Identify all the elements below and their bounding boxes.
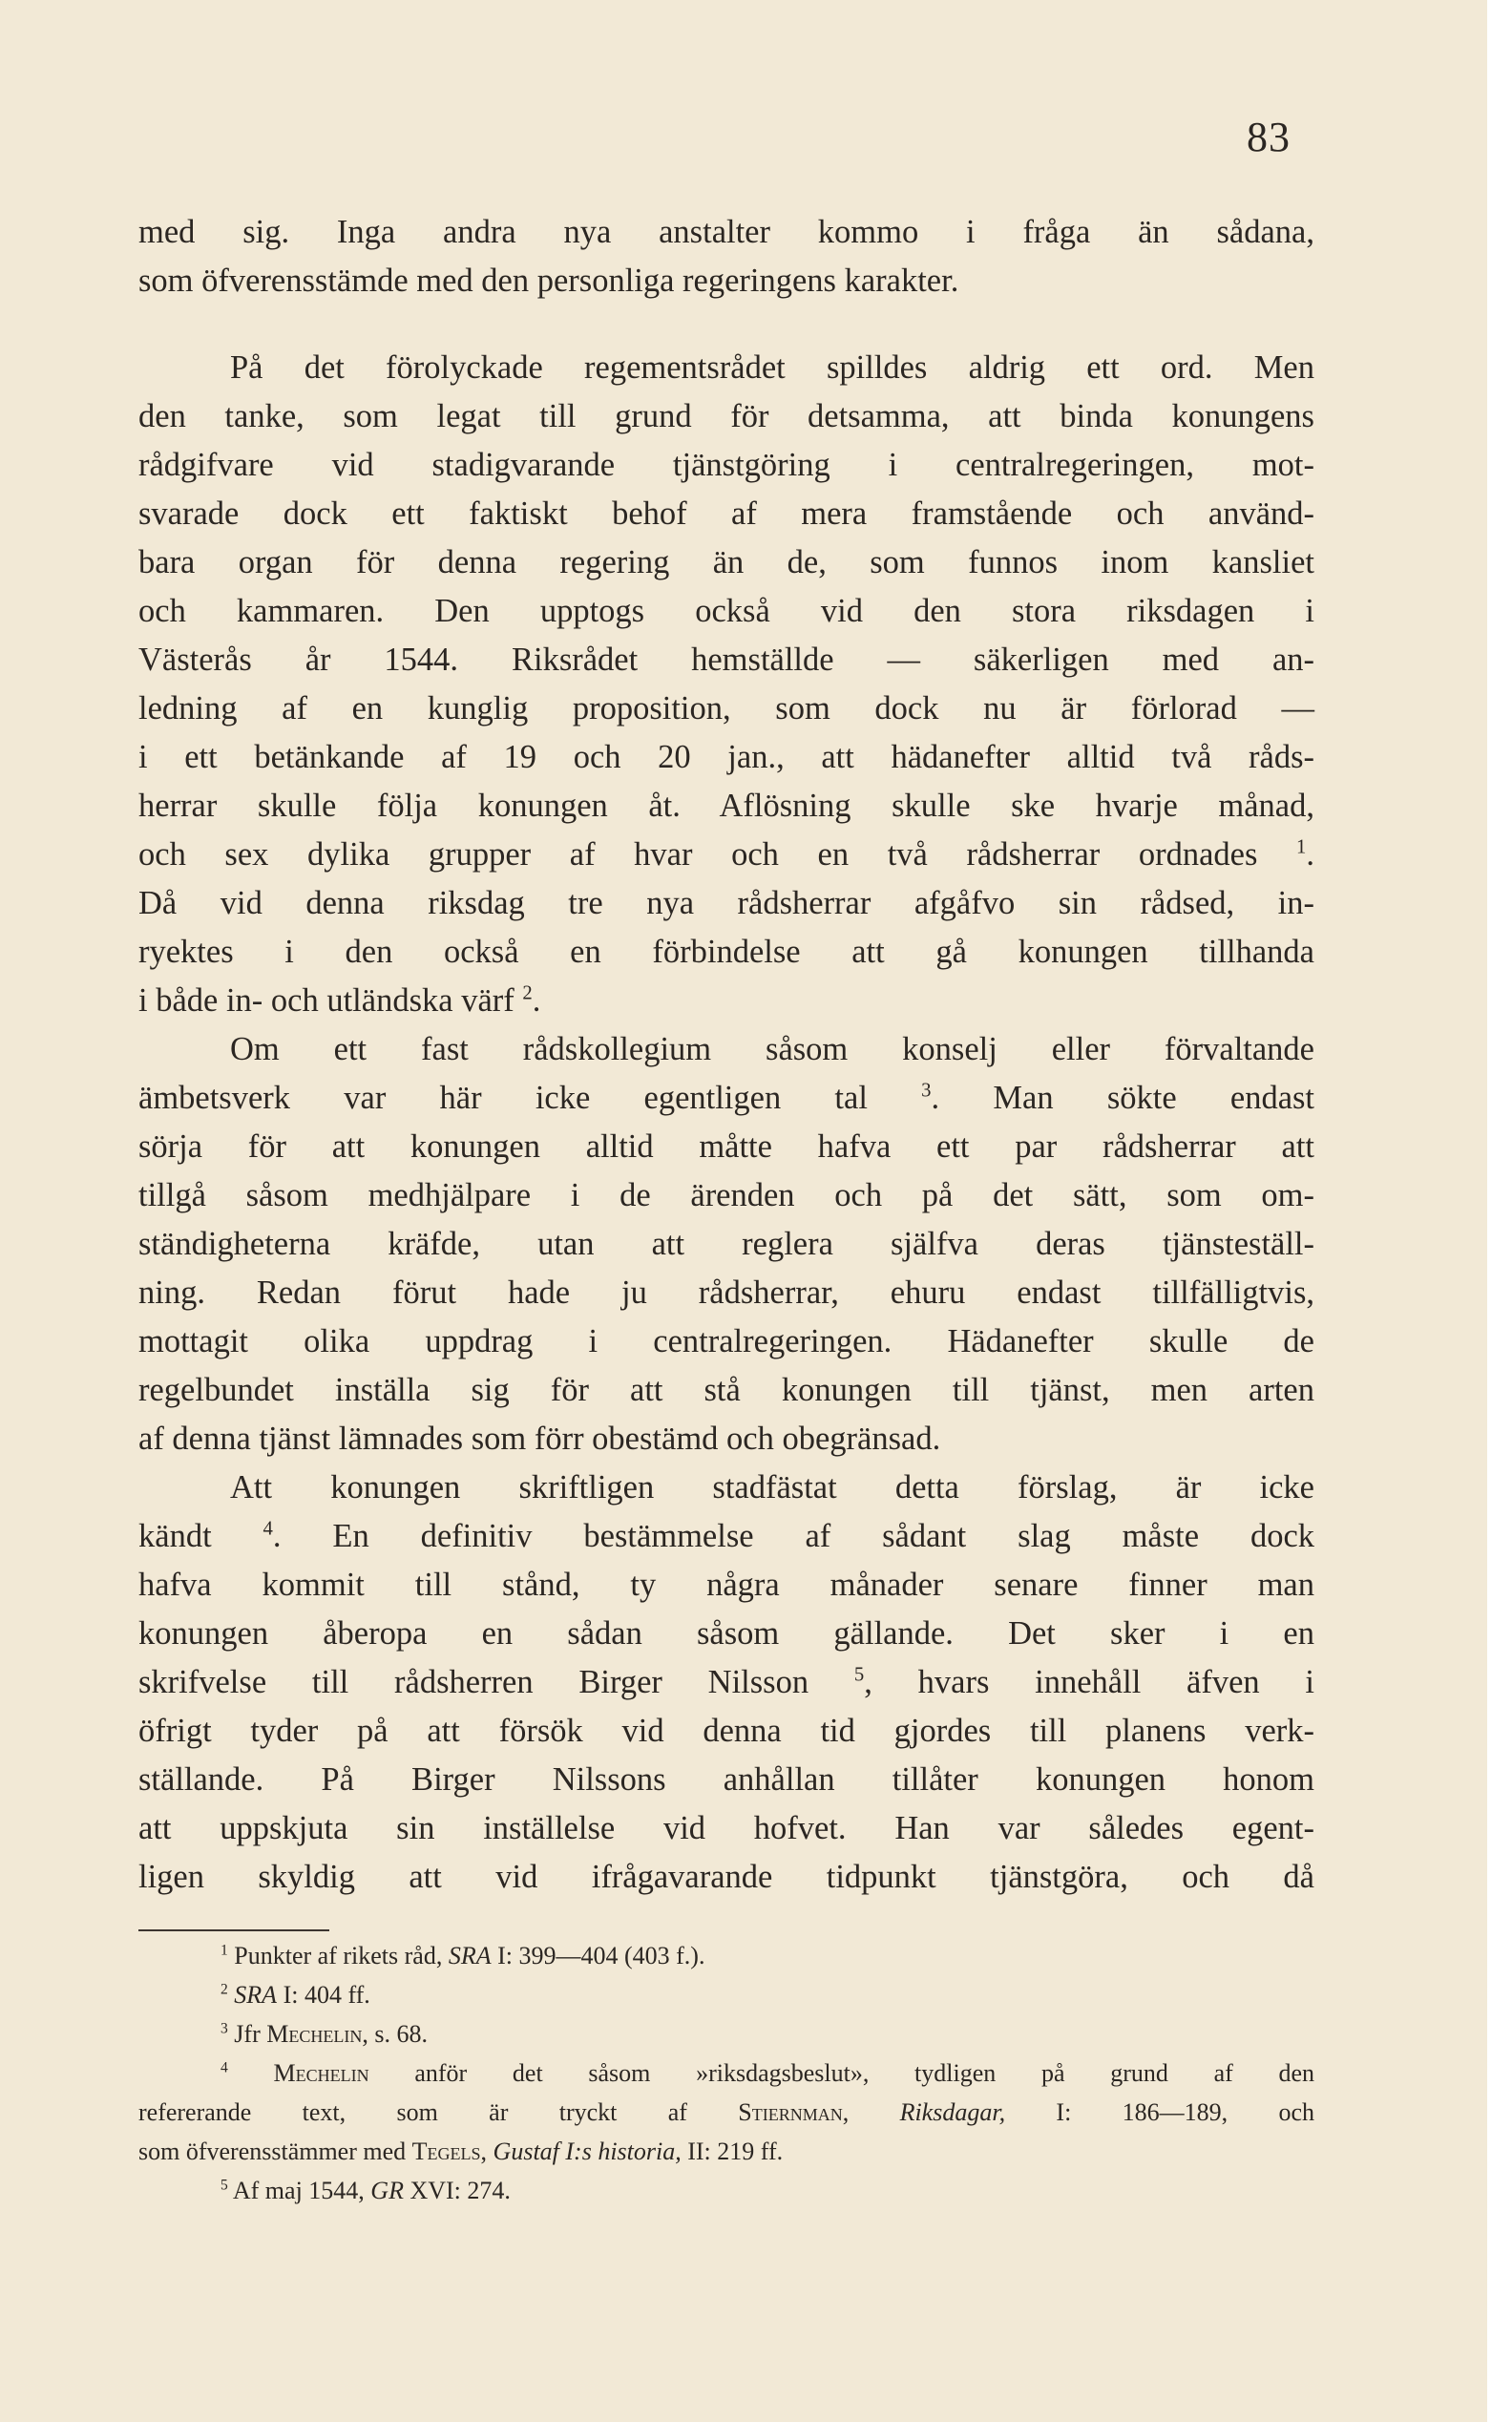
footnote-text: I: 186—189, och	[1056, 2098, 1315, 2126]
text-line: den tanke, som legat till grund för detsamma, att binda konungens	[138, 398, 1314, 434]
line-text: och sex dylika grupper af hvar och en två rådsherrar ordnades	[138, 836, 1258, 873]
footnote	[138, 2053, 1314, 2093]
text-line: konungen åberopa en sådan såsom gällande. Det sker i en	[138, 1615, 1314, 1652]
text-line: På det förolyckade regementsrådet spilldes aldrig ett ord. Men	[230, 349, 1314, 386]
footnote-continuation: som öfverensstämmer med Tegels, Gustaf I:s historia, II: 219 ff.	[138, 2138, 784, 2165]
footnote-text: I: 399—404 (403 f.).	[497, 1942, 705, 1969]
text-line: i både in- och utländska värf $^2$.	[138, 982, 541, 1019]
text-line: tillgå såsom medhjälpare i de ärenden och på det sätt, som om-	[138, 1177, 1314, 1213]
line-text: ämbetsverk var här icke egentligen tal	[138, 1080, 868, 1116]
footnote-text: refererande text, som är tryckt af	[138, 2098, 687, 2126]
text-line: regelbundet inställa sig för att stå konungen till tjänst, men arten	[138, 1372, 1314, 1408]
text-line: Om ett fast rådskollegium såsom konselj eller förvaltande	[230, 1031, 1314, 1067]
text-line: ligen skyldig att vid ifrågavarande tidpunkt tjänstgöra, och då	[138, 1859, 1314, 1895]
line-text: skrifvelse till rådsherren Birger Nilsson	[138, 1664, 809, 1700]
paragraph-gap	[138, 305, 1314, 344]
text-line: ning. Redan förut hade ju rådsherrar, ehuru endast tillfälligtvis,	[138, 1274, 1314, 1311]
text-line: svarade dock ett faktiskt behof af mera framstående och använd-	[138, 495, 1314, 532]
line-text: i både in- och utländska värf	[138, 982, 514, 1019]
text-line: sörja för att konungen alltid måtte hafva ett par rådsherrar att	[138, 1128, 1314, 1165]
footnote-mark: 3	[220, 2020, 228, 2037]
text-line: Att konungen skriftligen stadfästat detta förslag, är icke	[230, 1469, 1314, 1506]
footnote-author: Tegels	[411, 2138, 481, 2165]
footnote-mark: 2	[220, 1981, 228, 1998]
text-line: ständigheterna kräfde, utan att reglera själfva deras tjänsteställ-	[138, 1226, 1314, 1262]
footnotes	[138, 1936, 1314, 2210]
footnote-source: SRA	[448, 1942, 492, 1969]
text-line: som öfverensstämde med den personliga regeringens karakter.	[138, 263, 959, 299]
footnote-ref: 2	[522, 982, 533, 1004]
line-text: Man sökte endast	[993, 1080, 1315, 1116]
footnote-ref: 5	[853, 1664, 865, 1686]
line-text: hvars innehåll äfven i	[917, 1664, 1315, 1700]
text-line: rådgifvare vid stadigvarande tjänstgöring i centralregeringen, mot-	[138, 447, 1314, 483]
footnote-mark: 4	[220, 2059, 228, 2076]
footnote-continuation: refererande text, som är tryckt af Stiernman, Riksdagar, I: 186—189, och	[138, 2098, 1315, 2126]
footnote-source: SRA	[234, 1981, 278, 2009]
text-line: i ett betänkande af 19 och 20 jan., att hädanefter alltid två råds-	[138, 739, 1314, 775]
footnote-text: , s. 68.	[362, 2020, 428, 2048]
text-line: bara organ för denna regering än de, som funnos inom kansliet	[138, 544, 1314, 580]
footnote-ref: 1	[1296, 836, 1307, 858]
footnote-text: Jfr	[234, 2020, 261, 2048]
line-text: En definitiv bestämmelse af sådant slag måste dock	[332, 1518, 1315, 1554]
text-line: af denna tjänst lämnades som förr obestämd och obegränsad.	[138, 1421, 941, 1457]
footnote	[138, 1975, 1314, 2014]
text-line: öfrigt tyder på att försök vid denna tid gjordes till planens verk-	[138, 1713, 1314, 1749]
footnote-text: Punkter af rikets råd,	[234, 1942, 443, 1969]
text-line: ställande. På Birger Nilssons anhållan tillåter konungen honom	[138, 1761, 1314, 1798]
page-number: 83	[1247, 114, 1291, 160]
footnote-text: Af maj 1544,	[232, 2177, 365, 2204]
footnote-mark: 5	[220, 2177, 228, 2194]
footnote-text: II: 219 ff.	[687, 2138, 784, 2165]
footnote-author: Mechelin	[273, 2059, 369, 2087]
footnote-author: Mechelin	[266, 2020, 363, 2048]
footnote-ref: 3	[921, 1080, 932, 1102]
text-line: herrar skulle följa konungen åt. Aflösning skulle ske hvarje månad,	[138, 788, 1314, 824]
text-line: Västerås år 1544. Riksrådet hemställde — säkerligen med an-	[138, 642, 1314, 678]
text-line: skrifvelse till rådsherren Birger Nilsson $^5$, hvars innehåll äfven i	[138, 1664, 1315, 1700]
footnote-author: Stiernman	[738, 2098, 843, 2126]
footnote	[138, 1936, 1314, 1975]
text-line: att uppskjuta sin inställelse vid hofvet. Han var således egent-	[138, 1810, 1314, 1846]
footnote-source: Gustaf I:s historia,	[493, 2138, 682, 2165]
footnote-source: Riksdagar,	[899, 2098, 1006, 2126]
footnote-text: anför det såsom »riksdagsbeslut», tydligen på grund af den	[414, 2059, 1315, 2087]
footnote-mark: 1	[220, 1942, 228, 1959]
text-line: kändt $^4$. En definitiv bestämmelse af sådant slag måste dock	[138, 1518, 1315, 1554]
text-line: Då vid denna riksdag tre nya rådsherrar afgåfvo sin rådsed, in-	[138, 885, 1314, 921]
text-line: mottagit olika uppdrag i centralregeringen. Hädanefter skulle de	[138, 1323, 1314, 1359]
text-line: med sig. Inga andra nya anstalter kommo i fråga än sådana,	[138, 214, 1314, 250]
footnote-divider	[138, 1929, 329, 1931]
line-text: kändt	[138, 1518, 212, 1554]
footnote-text: XVI: 274.	[410, 2177, 511, 2204]
text-line: ryektes i den också en förbindelse att gå konungen tillhanda	[138, 934, 1314, 970]
footnote-text: som öfverensstämmer med	[138, 2138, 407, 2165]
text-line: hafva kommit till stånd, ty några månader senare finner man	[138, 1567, 1314, 1603]
text-line: ledning af en kunglig proposition, som dock nu är förlorad —	[138, 690, 1314, 727]
text-line: och sex dylika grupper af hvar och en två rådsherrar ordnades $^1$.	[138, 836, 1315, 873]
body-text	[138, 208, 1314, 1902]
footnote-source: GR	[370, 2177, 404, 2204]
footnote-ref: 4	[262, 1518, 273, 1540]
footnote	[138, 2014, 1314, 2053]
text-line: ämbetsverk var här icke egentligen tal $^3$. Man sökte endast	[138, 1080, 1315, 1116]
text-line: och kammaren. Den upptogs också vid den stora riksdagen i	[138, 593, 1314, 629]
footnote-text: I: 404 ff.	[283, 1981, 370, 2009]
footnote	[138, 2171, 1314, 2210]
